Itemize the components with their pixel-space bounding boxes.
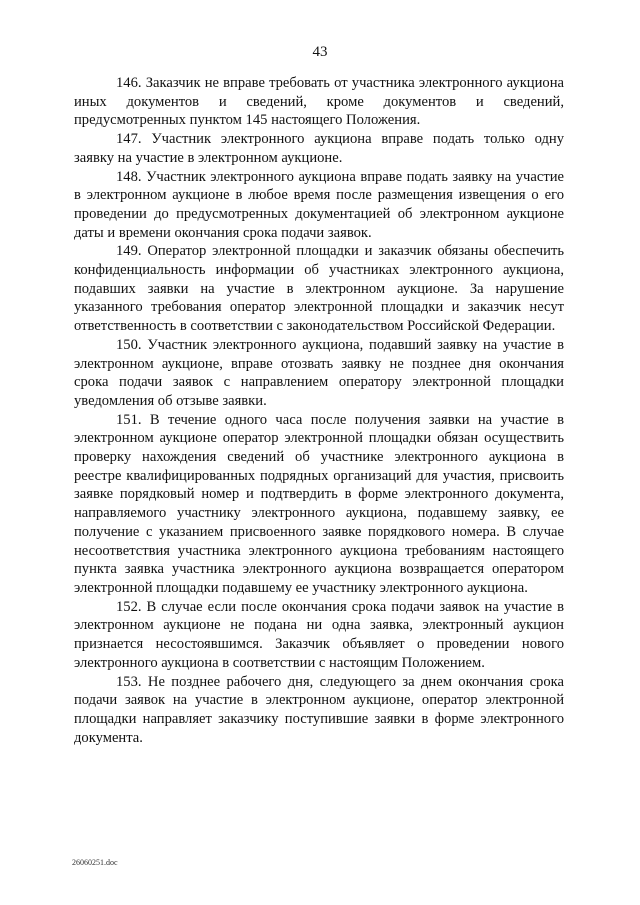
paragraph-151: 151. В течение одного часа после получения заявки на участие в электронном аукционе оператор электронной площадки обязан осуществить проверку нахождения сведений об участнике электронного аукциона в реестре квалифицированных подрядных организаций для участия, присвоить заявке порядковый номер и подтвердить в форме электронного документа, направляемого участнику электронного аукциона, подавшему заявку, ее получение с указанием присвоенного заявке порядкового номера. В случае несоответствия участника электронного аукциона требованиям настоящего пункта заявка участника электронного аукциона возвращается оператором электронной площадки подавшему ее участнику электронного аукциона. bbox=[74, 411, 564, 596]
document-body bbox=[74, 74, 564, 747]
paragraph-146: 146. Заказчик не вправе требовать от участника электронного аукциона иных документов и сведений, кроме документов и сведений, предусмотренных пунктом 145 настоящего Положения. bbox=[74, 75, 564, 129]
paragraph-150: 150. Участник электронного аукциона, подавший заявку на участие в электронном аукционе, вправе отозвать заявку не позднее дня окончания срока подачи заявок с направлением оператору электронной площадки уведомления об отзыве заявки. bbox=[74, 336, 564, 409]
paragraph-152: 152. В случае если после окончания срока подачи заявок на участие в электронном аукционе не подана ни одна заявка, электронный аукцион признается несостоявшимся. Заказчик объявляет о проведении нового электронного аукциона в соответствии с настоящим Положением. bbox=[74, 598, 564, 671]
paragraph-147: 147. Участник электронного аукциона вправе подать только одну заявку на участие в электронном аукционе. bbox=[74, 131, 564, 166]
paragraph-149: 149. Оператор электронной площадки и заказчик обязаны обеспечить конфиденциальность информации об участниках электронного аукциона, подавших заявки на участие в электронном аукционе. За нарушение указанного требования оператор электронной площадки и заказчик несут ответственность в соответствии с законодательством Российской Федерации. bbox=[74, 243, 564, 335]
page-number: 43 bbox=[312, 44, 328, 60]
file-name-footer: 26060251.doc bbox=[72, 858, 118, 867]
paragraph-153: 153. Не позднее рабочего дня, следующего за днем окончания срока подачи заявок на участие в электронном аукционе, оператор электронной площадки направляет заказчику поступившие заявки в форме электронного документа. bbox=[74, 673, 564, 746]
paragraph-148: 148. Участник электронного аукциона вправе подать заявку на участие в электронном аукционе в любое время после размещения извещения о его проведении до предусмотренных документацией об электронном аукционе даты и времени окончания срока подачи заявок. bbox=[74, 168, 564, 241]
